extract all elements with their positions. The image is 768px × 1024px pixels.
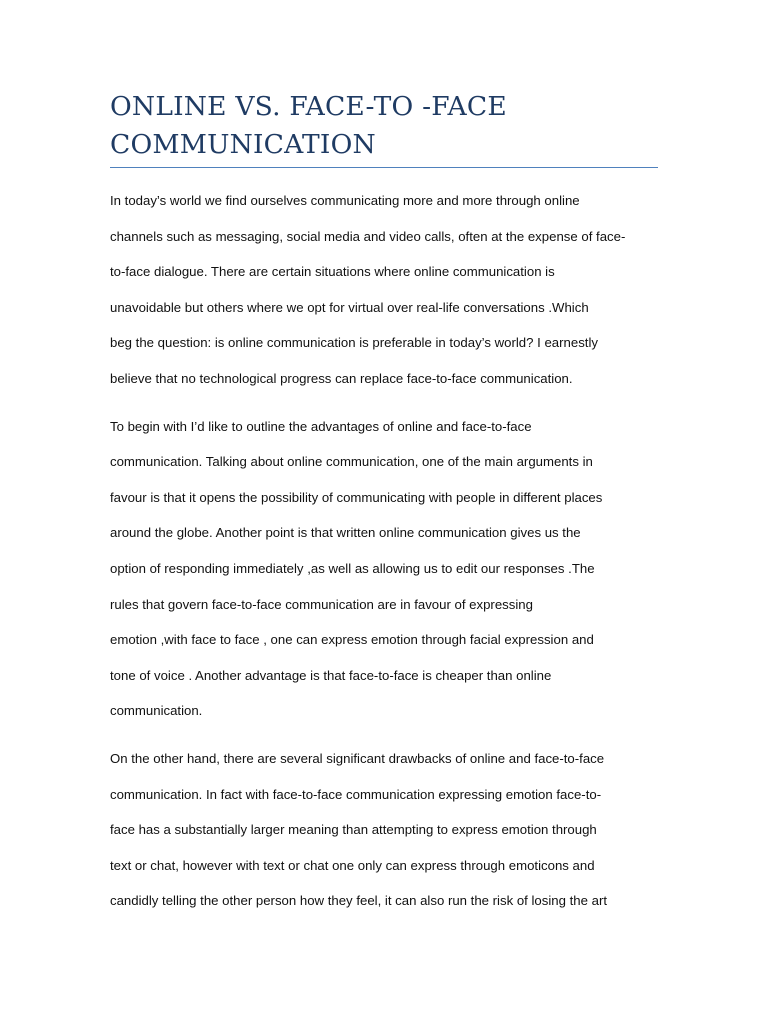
text-line: beg the question: is online communication is preferable in today’s world? I earnestly [110, 335, 598, 351]
text-line: To begin with I’d like to outline the advantages of online and face-to-face [110, 418, 532, 434]
text-line: On the other hand, there are several significant drawbacks of online and face-to-face [110, 750, 605, 766]
text-line: rules that govern face-to-face communication are in favour of expressing [110, 596, 533, 612]
document-content [110, 88, 658, 931]
text-line: emotion ,with face to face , one can express emotion through facial expression and [110, 632, 594, 648]
text-line: communication. In fact with face-to-face communication expressing emotion face-to- [110, 786, 602, 802]
text-line: communication. Talking about online communication, one of the main arguments in [110, 454, 593, 470]
text-line: communication. [110, 703, 203, 719]
text-line: candidly telling the other person how they feel, it can also run the risk of losing the art [110, 893, 608, 909]
text-line: face has a substantially larger meaning than attempting to express emotion through [110, 822, 597, 838]
text-line: tone of voice . Another advantage is that face-to-face is cheaper than online [110, 667, 552, 683]
title-underline-rule [110, 167, 658, 168]
text-line: option of responding immediately ,as well as allowing us to edit our responses .The [110, 560, 595, 576]
text-line: channels such as messaging, social media and video calls, often at the expense of face- [110, 228, 626, 244]
document-body [110, 183, 658, 919]
paragraph-advantages [110, 409, 658, 729]
text-line: In today’s world we find ourselves communicating more and more through online [110, 193, 580, 208]
text-line: believe that no technological progress can replace face-to-face communication. [110, 370, 573, 386]
paragraph-drawbacks [110, 741, 658, 919]
text-line: favour is that it opens the possibility of communicating with people in different places [110, 489, 603, 505]
text-line: unavoidable but others where we opt for virtual over real-life conversations .Which [110, 299, 589, 315]
paragraph-introduction [110, 183, 658, 397]
title-line-2: COMMUNICATION [110, 129, 376, 160]
document-title [110, 88, 658, 164]
text-line: around the globe. Another point is that written online communication gives us the [110, 525, 581, 541]
text-line: text or chat, however with text or chat one only can express through emoticons and [110, 857, 595, 873]
text-line: to-face dialogue. There are certain situations where online communication is [110, 264, 555, 280]
title-line-1: ONLINE VS. FACE-TO -FACE [110, 91, 507, 122]
